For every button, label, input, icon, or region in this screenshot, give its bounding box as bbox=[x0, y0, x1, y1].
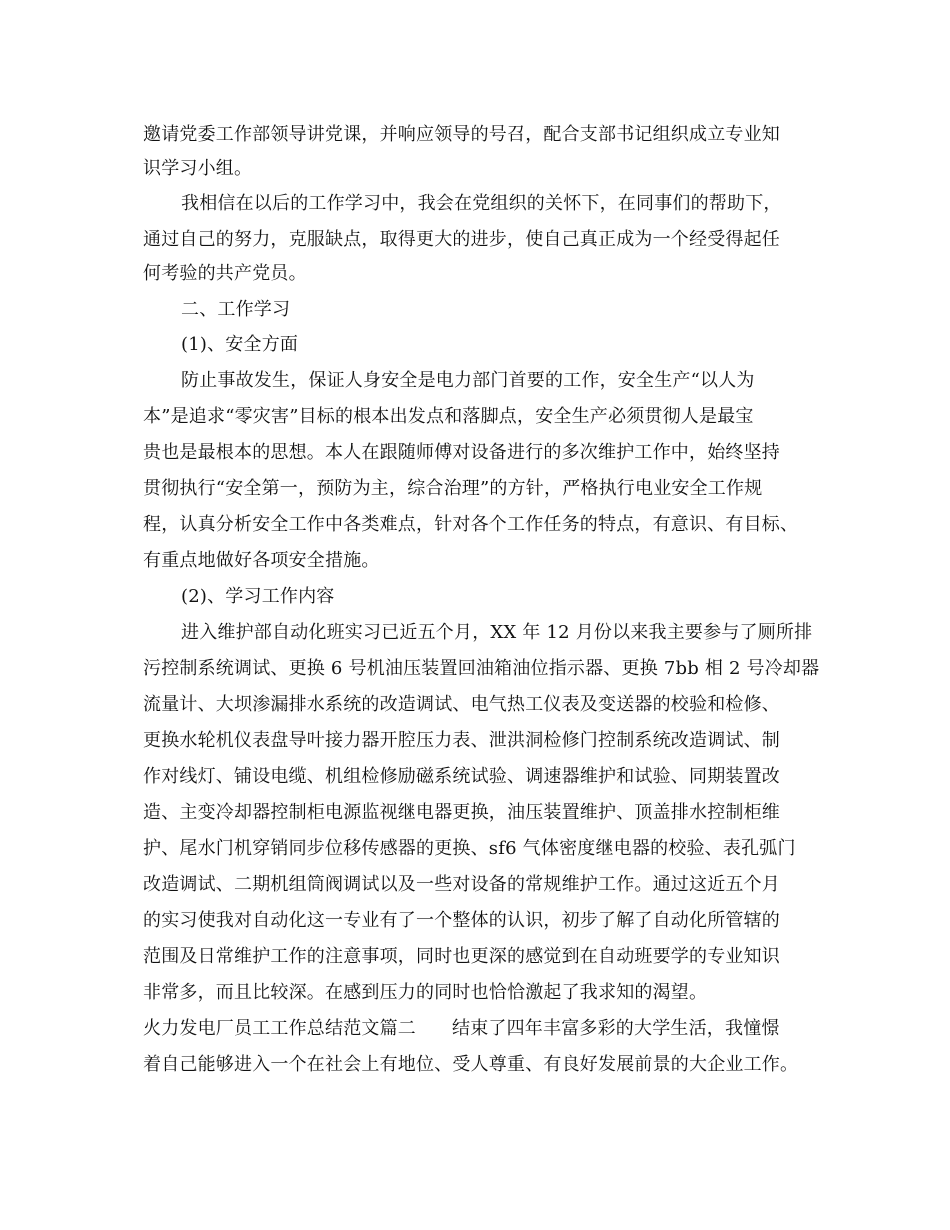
paragraph-line: 何考验的共产党员。 bbox=[143, 263, 307, 284]
paragraph-line: 非常多，而且比较深。在感到压力的同时也恰恰激起了我求知的渴望。 bbox=[143, 982, 708, 1003]
section-heading: 二、工作学习 bbox=[181, 299, 291, 320]
paragraph-line: 改造调试、二期机组筒阀调试以及一些对设备的常规维护工作。通过这近五个月 bbox=[143, 874, 780, 895]
section-title-line bbox=[143, 1018, 780, 1040]
paragraph-line: 贯彻执行“安全第一，预防为主，综合治理”的方针，严格执行电业安全工作规 bbox=[143, 478, 763, 499]
paragraph-line: 污控制系统调试、更换 6 号机油压装置回油箱油位指示器、更换 7bb 相 2 号冷却器 bbox=[143, 658, 820, 679]
paragraph-line: 着自己能够进入一个在社会上有地位、受人尊重、有良好发展前景的大企业工作。 bbox=[143, 1054, 799, 1075]
subsection-heading: (1)、安全方面 bbox=[181, 334, 299, 355]
paragraph-line: 程，认真分析安全工作中各类难点，针对各个工作任务的特点，有意识、有目标、 bbox=[143, 514, 799, 535]
paragraph-line: 造、主变冷却器控制柜电源监视继电器更换，油压装置维护、顶盖排水控制柜维 bbox=[143, 802, 780, 823]
section-intro: 结束了四年丰富多彩的大学生活，我憧憬 bbox=[452, 1018, 780, 1039]
paragraph-line: 本”是追求“零灾害”目标的根本出发点和落脚点，安全生产必须贯彻人是最宝 bbox=[143, 406, 754, 427]
subsection-heading: (2)、学习工作内容 bbox=[181, 586, 335, 607]
paragraph-line: 通过自己的努力，克服缺点，取得更大的进步，使自己真正成为一个经受得起任 bbox=[143, 229, 780, 250]
paragraph-line: 贵也是最根本的思想。本人在跟随师傅对设备进行的多次维护工作中，始终坚持 bbox=[143, 442, 780, 463]
paragraph-line: 的实习使我对自动化这一专业有了一个整体的认识，初步了解了自动化所管辖的 bbox=[143, 910, 780, 931]
paragraph-line: 更换水轮机仪表盘导叶接力器开腔压力表、泄洪洞检修门控制系统改造调试、制 bbox=[143, 730, 780, 751]
section-title: 火力发电厂员工工作总结范文篇二 bbox=[143, 1018, 416, 1039]
paragraph-line: 进入维护部自动化班实习已近五个月，XX 年 12 月份以来我主要参与了厕所排 bbox=[181, 622, 813, 643]
paragraph-line: 防止事故发生，保证人身安全是电力部门首要的工作，安全生产“以人为 bbox=[181, 370, 755, 391]
paragraph-line: 作对线灯、铺设电缆、机组检修励磁系统试验、调速器维护和试验、同期装置改 bbox=[143, 766, 780, 787]
paragraph-line: 范围及日常维护工作的注意事项，同时也更深的感觉到在自动班要学的专业知识 bbox=[143, 946, 780, 967]
paragraph-line: 护、尾水门机穿销同步位移传感器的更换、sf6 气体密度继电器的校验、表孔弧门 bbox=[143, 838, 796, 859]
paragraph-line: 识学习小组。 bbox=[143, 158, 253, 179]
paragraph-line: 流量计、大坝渗漏排水系统的改造调试、电气热工仪表及变送器的校验和检修、 bbox=[143, 694, 780, 715]
paragraph-line: 有重点地做好各项安全措施。 bbox=[143, 550, 380, 571]
paragraph-line: 邀请党委工作部领导讲党课，并响应领导的号召，配合支部书记组织成立专业知 bbox=[143, 124, 780, 145]
paragraph-line: 我相信在以后的工作学习中，我会在党组织的关怀下，在同事们的帮助下， bbox=[181, 193, 782, 214]
